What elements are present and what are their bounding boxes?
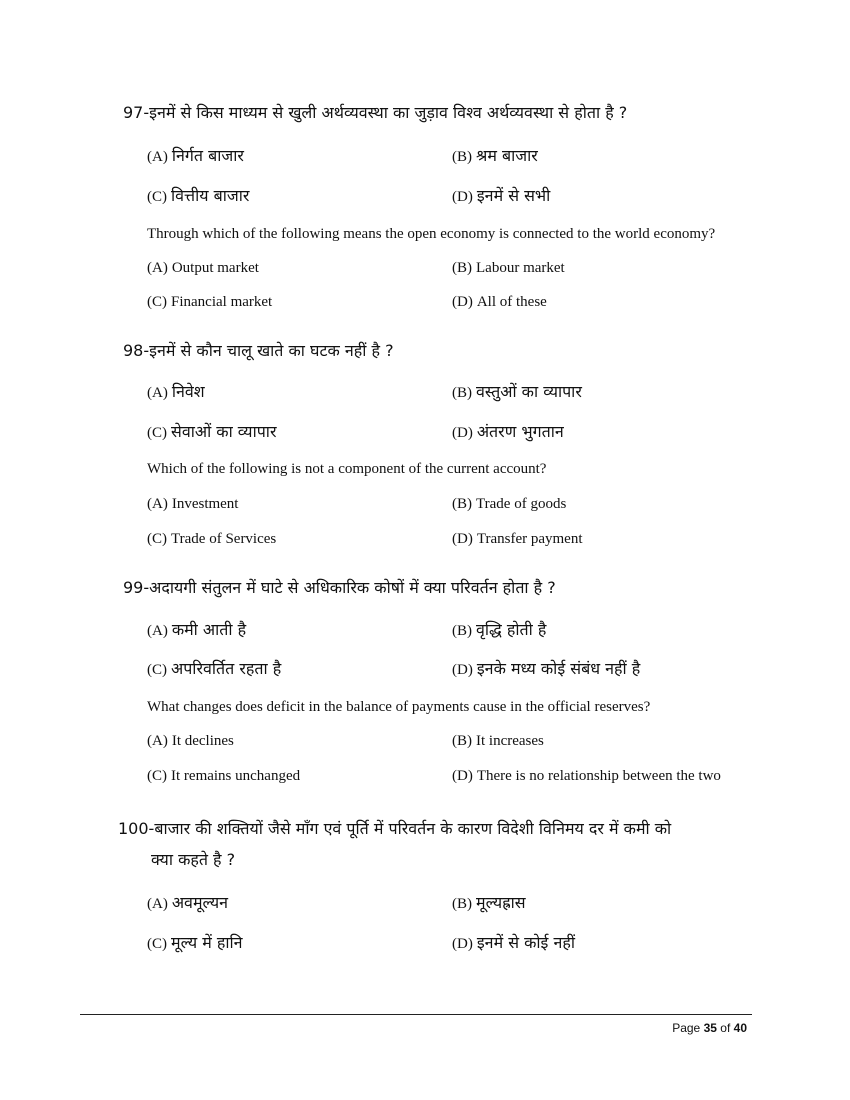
question-number: 97- xyxy=(123,103,150,122)
question-98-hindi xyxy=(123,339,394,361)
question-98-english: Which of the following is not a component of the current account? xyxy=(147,461,547,477)
option-label: (C) xyxy=(147,936,167,952)
option-d-english xyxy=(452,768,721,785)
page-footer xyxy=(672,1021,747,1035)
option-label: (C) xyxy=(147,531,167,547)
option-text: All of these xyxy=(476,294,547,310)
option-a-english xyxy=(147,260,259,277)
question-number: 98- xyxy=(123,341,150,360)
option-label: (B) xyxy=(452,896,472,912)
option-text: श्रम बाजार xyxy=(476,146,538,165)
option-label: (A) xyxy=(147,385,168,401)
option-text: Output market xyxy=(171,260,259,276)
option-text: It increases xyxy=(476,733,544,749)
option-label: (D) xyxy=(452,531,473,547)
option-c-hindi xyxy=(147,420,276,442)
question-number: 99- xyxy=(123,578,150,597)
question-text: बाजार की शक्तियों जैसे माँग एवं पूर्ति में परिवर्तन के कारण विदेशी विनिमय दर में कमी को xyxy=(154,819,672,838)
option-c-english xyxy=(147,294,272,311)
option-text: Transfer payment xyxy=(476,531,583,547)
option-label: (A) xyxy=(147,896,168,912)
option-text: इनमें से कोई नहीं xyxy=(476,933,576,952)
option-text: कमी आती है xyxy=(171,620,247,639)
option-text: It declines xyxy=(171,733,234,749)
option-a-hindi xyxy=(147,380,205,402)
total-pages-number: 40 xyxy=(733,1021,747,1035)
option-label: (B) xyxy=(452,385,472,401)
option-c-hindi xyxy=(147,931,243,953)
option-text: निर्गत बाजार xyxy=(171,146,244,165)
option-c-hindi xyxy=(147,657,281,679)
option-text: वस्तुओं का व्यापार xyxy=(476,382,582,401)
option-a-hindi xyxy=(147,891,228,913)
option-d-english xyxy=(452,531,583,548)
option-b-hindi xyxy=(452,144,538,166)
option-text: मूल्यह्रास xyxy=(476,893,526,912)
option-text: वित्तीय बाजार xyxy=(171,186,250,205)
footer-divider xyxy=(80,1014,752,1015)
option-text: मूल्य में हानि xyxy=(171,933,243,952)
current-page-number: 35 xyxy=(703,1021,717,1035)
option-c-english xyxy=(147,768,300,785)
option-label: (C) xyxy=(147,425,167,441)
question-text: इनमें से किस माध्यम से खुली अर्थव्यवस्था का जुड़ाव विश्व अर्थव्यवस्था से होता है ? xyxy=(149,103,628,122)
option-text: अंतरण भुगतान xyxy=(476,422,564,441)
option-b-english xyxy=(452,496,566,513)
option-text: अवमूल्यन xyxy=(171,893,228,912)
option-c-hindi xyxy=(147,184,249,206)
option-label: (D) xyxy=(452,294,473,310)
question-text: अदायगी संतुलन में घाटे से अधिकारिक कोषों में क्या परिवर्तन होता है ? xyxy=(149,578,556,597)
option-b-english xyxy=(452,733,544,750)
option-text: It remains unchanged xyxy=(171,768,301,784)
option-d-hindi xyxy=(452,420,564,442)
question-100-hindi-line2: क्या कहते है ? xyxy=(151,850,236,869)
option-label: (C) xyxy=(147,294,167,310)
option-b-english xyxy=(452,260,565,277)
option-label: (D) xyxy=(452,189,473,205)
option-text: वृद्धि होती है xyxy=(476,620,547,639)
option-text: इनमें से सभी xyxy=(476,186,551,205)
option-label: (A) xyxy=(147,733,168,749)
option-text: इनके मध्य कोई संबंध नहीं है xyxy=(476,659,641,678)
option-label: (C) xyxy=(147,189,167,205)
option-a-hindi xyxy=(147,618,246,640)
option-text: Trade of Services xyxy=(171,531,277,547)
of-word: of xyxy=(720,1021,731,1035)
option-label: (B) xyxy=(452,260,472,276)
option-text: Trade of goods xyxy=(476,496,567,512)
question-number: 100- xyxy=(118,819,155,838)
question-97-english: Through which of the following means the open economy is connected to the world economy? xyxy=(147,226,716,242)
question-text: इनमें से कौन चालू खाते का घटक नहीं है ? xyxy=(149,341,394,360)
option-d-english xyxy=(452,294,547,311)
option-label: (A) xyxy=(147,496,168,512)
option-text: Investment xyxy=(171,496,239,512)
option-text: अपरिवर्तित रहता है xyxy=(171,659,282,678)
option-text: निवेश xyxy=(171,382,205,401)
option-label: (B) xyxy=(452,623,472,639)
option-label: (C) xyxy=(147,768,167,784)
option-b-hindi xyxy=(452,380,582,402)
option-text: सेवाओं का व्यापार xyxy=(171,422,277,441)
option-label: (A) xyxy=(147,149,168,165)
question-99-hindi xyxy=(123,576,556,598)
option-b-hindi xyxy=(452,618,546,640)
option-b-hindi xyxy=(452,891,526,913)
option-text: There is no relationship between the two xyxy=(476,768,721,784)
option-label: (D) xyxy=(452,768,473,784)
option-text: Financial market xyxy=(171,294,273,310)
option-d-hindi xyxy=(452,184,550,206)
option-label: (B) xyxy=(452,496,472,512)
option-label: (D) xyxy=(452,425,473,441)
option-a-english xyxy=(147,733,234,750)
option-a-hindi xyxy=(147,144,244,166)
question-99-english: What changes does deficit in the balance of payments cause in the official reserves? xyxy=(147,699,651,715)
option-d-hindi xyxy=(452,931,575,953)
option-label: (D) xyxy=(452,936,473,952)
option-label: (B) xyxy=(452,149,472,165)
option-label: (A) xyxy=(147,623,168,639)
option-d-hindi xyxy=(452,657,640,679)
question-97-hindi xyxy=(123,101,627,123)
question-100-hindi-line1 xyxy=(118,817,671,839)
option-text: Labour market xyxy=(476,260,565,276)
option-label: (A) xyxy=(147,260,168,276)
option-label: (C) xyxy=(147,662,167,678)
option-c-english xyxy=(147,531,276,548)
option-a-english xyxy=(147,496,238,513)
option-label: (D) xyxy=(452,662,473,678)
option-label: (B) xyxy=(452,733,472,749)
page-word: Page xyxy=(672,1021,701,1035)
